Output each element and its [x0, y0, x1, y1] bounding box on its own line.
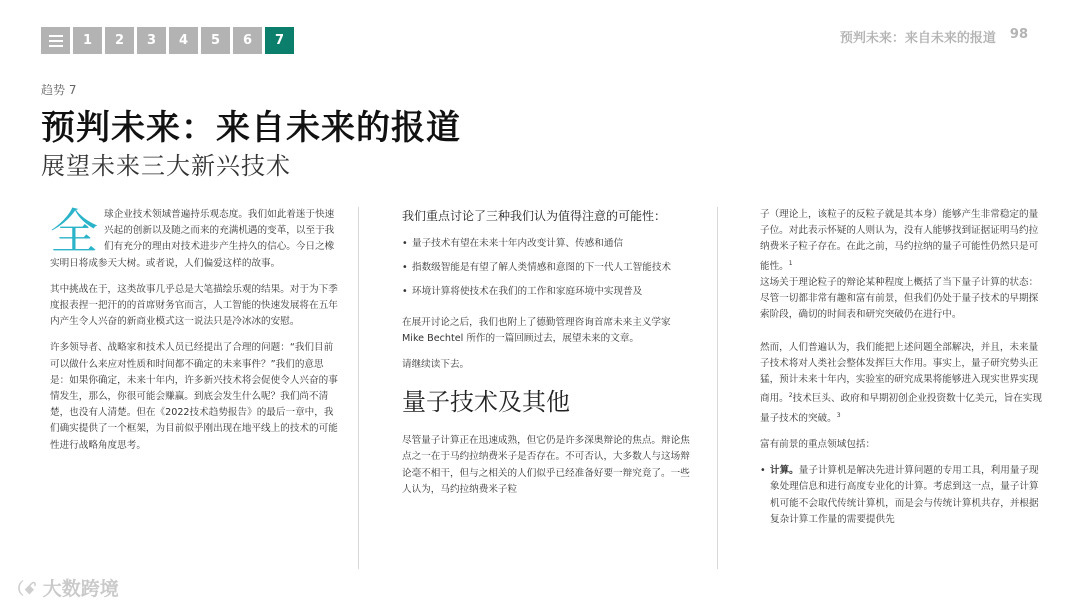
menu-button[interactable]: [41, 27, 70, 54]
paragraph: [760, 207, 1045, 275]
list-item: • 指数级智能是有望了解人类情感和意图的下一代人工智能技术: [402, 260, 692, 276]
watermark-logo-icon: （ꗃ: [8, 579, 37, 598]
chapter-nav: [41, 27, 294, 54]
page-number: 98: [1009, 27, 1028, 42]
page-subtitle: 展望未来三大新兴技术: [41, 152, 291, 180]
focus-list: [760, 463, 1045, 528]
intro-paragraph: [50, 204, 340, 272]
paragraph: 尽管量子计算正在迅速成熟，但它仍是许多深奥辩论的焦点。辩论焦点之一在于马约拉纳费米子是否存在。不可否认，大多数人与这场辩论毫不相干，但与之相关的人们似乎已经准备好要一辩究竟了。一些人认为，马约拉纳费米子粒: [402, 435, 690, 495]
text-column-3: [760, 207, 1045, 536]
column-divider: [717, 207, 718, 569]
paragraph: [760, 340, 1045, 427]
column-divider: [358, 207, 359, 569]
text-column-2: [402, 207, 692, 508]
paragraph-text: 子（理论上，该粒子的反粒子就是其本身）能够产生非常稳定的量子位。对此表示怀疑的人则认为，没有人能够找到证据证明马约拉纳费米子粒子存在。在此之前，马约拉纳的量子可能性仍然只是可能性。: [760, 209, 1039, 272]
list-item: • 环境计算将使技术在我们的工作和家庭环境中实现普及: [402, 284, 692, 300]
running-header: [840, 27, 1028, 46]
list-item-term: 计算。: [770, 465, 799, 477]
nav-tab-5[interactable]: 5: [201, 27, 230, 54]
text-column-1: [50, 204, 340, 464]
paragraph: 这场关于理论粒子的辩论某种程度上概括了当下量子计算的状态：尽管一切都非常有趣和富有前景，但我们仍处于量子技术的早期探索阶段，确切的时间表和研究突破仍在进行中。: [760, 277, 1039, 321]
paragraph: 在展开讨论之后，我们也附上了德勤管理咨询首席未来主义学家 Mike Bechtel 所作的一篇回顾过去，展望未来的文章。: [402, 316, 671, 344]
paragraph: 许多领导者、战略家和技术人员已经提出了合理的问题：“我们目前可以做什么来应对性质和时间都不确定的未来事件？”我们的意思是：如果你确定，未来十年内，许多新兴技术将会促使令人兴奋的事情发生，那么，你很可能会赚赢。到底会发生什么呢？我们尚不清楚，也没有人清楚。但在《2022技术趋势报告》的最后一章中，我们确实提供了一个框架，为目前似乎刚出现在地平线上的技术的可能性进行战略角度思考。: [50, 342, 338, 451]
trend-kicker: 趋势 7: [41, 83, 77, 97]
paragraph-text: 然而，人们普遍认为，我们能把上述问题全部解决，并且，未来量子技术将对人类社会整体发挥巨大作用。事实上，量子研究势头正猛，预计未来十年内，实验室的研究成果将能够进入现实世界实现商用。: [760, 341, 1039, 405]
nav-tab-7[interactable]: 7: [265, 27, 294, 54]
paragraph: 富有前景的重点领域包括：: [760, 439, 876, 450]
footnote-ref[interactable]: 1: [788, 259, 793, 267]
list-item-text: 量子计算机是解决先进计算问题的专用工具，利用量子现象处理信息和进行高度专业化的计算。考虑到这一点，量子计算机可能不会取代传统计算机，而是会与传统计算机共存，并根据复杂计算工作量的需要提供先: [770, 465, 1039, 525]
footnote-ref[interactable]: 2: [788, 392, 793, 400]
nav-tab-4[interactable]: 4: [169, 27, 198, 54]
paragraph: 其中挑战在于，这类故事几乎总是大笔描绘乐观的结果。对于为下季度报表捏一把汗的的首席财务官而言，人工智能的快速发展将在五年内产生令人兴奋的新商业模式这一说法只是冷冰冰的安慰。: [50, 283, 338, 328]
nav-tab-1[interactable]: 1: [73, 27, 102, 54]
section-title: 预判未来：来自未来的报道: [839, 31, 996, 46]
paragraph-text: 技术巨头、政府和早期初创企业投资数十亿美元，旨在实现量子技术的突破。: [760, 393, 1043, 424]
list-item: • 量子技术有望在未来十年内改变计算、传感和通信: [402, 236, 692, 252]
drop-cap: 全: [50, 204, 99, 260]
section-heading: 量子技术及其他: [402, 388, 570, 417]
intro-text: 球企业技术领域普遍持乐观态度。我们如此着迷于快速兴起的创新以及随之而来的充满机遇的变革，以至于我们有充分的理由对技术进步产生持久的信心。今日之橡实明日将成参天大树。或者说，人们偏爱这样的故事。: [50, 209, 335, 269]
hamburger-icon: [49, 35, 63, 47]
page-title: 预判未来：来自未来的报道: [41, 108, 461, 148]
footnote-ref[interactable]: 3: [836, 411, 841, 419]
lead-text: 我们重点讨论了三种我们认为值得注意的可能性：: [402, 209, 667, 223]
nav-tab-6[interactable]: 6: [233, 27, 262, 54]
nav-tab-3[interactable]: 3: [137, 27, 166, 54]
list-item: [760, 463, 1045, 528]
watermark-text: 大数跨境: [42, 578, 119, 600]
paragraph: 请继续读下去。: [402, 359, 470, 371]
possibilities-list: [402, 236, 692, 301]
watermark: [8, 574, 119, 601]
nav-tab-2[interactable]: 2: [105, 27, 134, 54]
